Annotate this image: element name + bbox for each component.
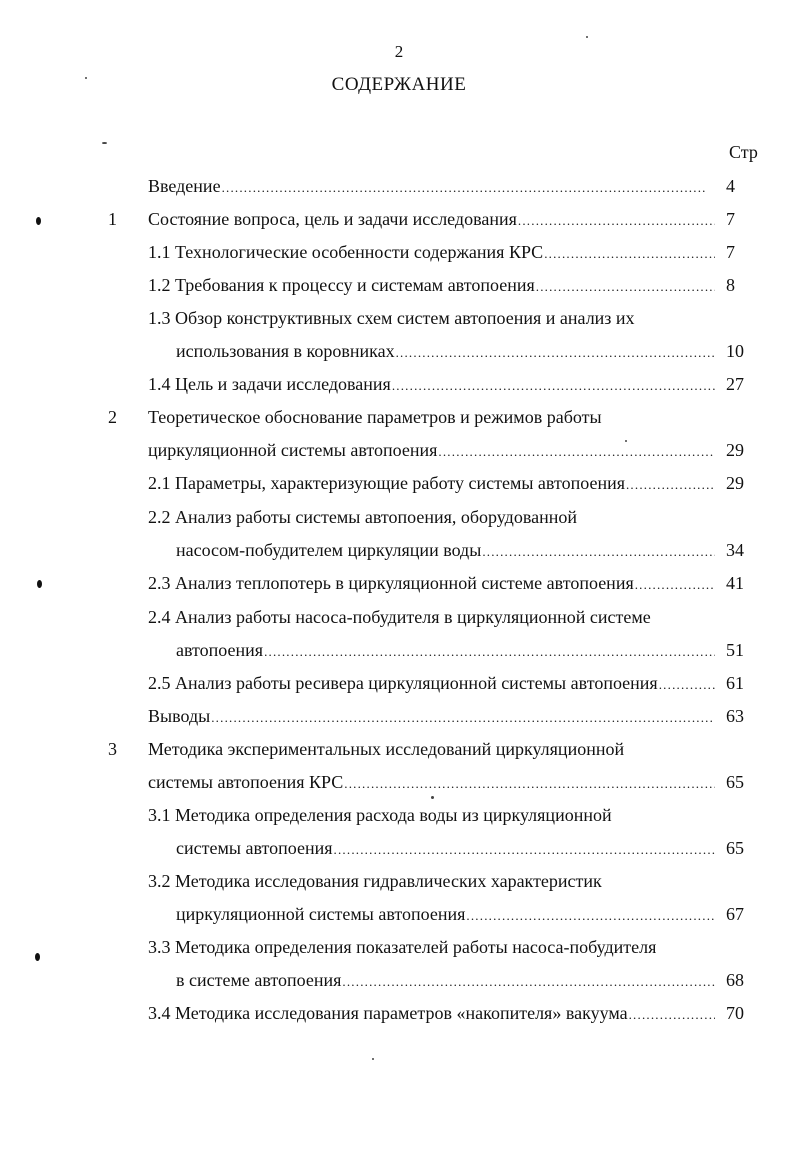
toc-entry-page: 41 xyxy=(726,573,744,593)
binding-hole-mark xyxy=(37,580,42,588)
toc-entry xyxy=(0,337,798,365)
toc-entry-page: 8 xyxy=(726,275,735,295)
toc-entry-page: 65 xyxy=(726,838,744,858)
toc-entry-title: 2.5 Анализ работы ресивера циркуляционной системы автопоения xyxy=(148,673,658,693)
toc-entry xyxy=(0,469,798,497)
toc-entry-title: 1.1 Технологические особенности содержания КРС xyxy=(148,242,544,262)
scan-speck xyxy=(85,77,87,79)
toc-entry xyxy=(0,702,798,730)
toc-entry-number: 2 xyxy=(108,407,117,427)
toc-entry-page: 29 xyxy=(726,440,744,460)
toc-leader-dots xyxy=(438,438,715,466)
toc-leader-dots xyxy=(334,836,715,864)
toc-entry-page: 34 xyxy=(726,540,744,560)
toc-leader-dots xyxy=(466,902,715,930)
toc-entry xyxy=(0,834,798,862)
toc-entry-page: 65 xyxy=(726,772,744,792)
toc-entry xyxy=(0,238,798,266)
toc-entry-title: использования в коровниках xyxy=(176,341,395,361)
toc-entry-title: 2.3 Анализ теплопотерь в циркуляционной системе автопоения xyxy=(148,573,634,593)
toc-entry-page: 63 xyxy=(726,706,744,726)
toc-entry-page: 7 xyxy=(726,209,735,229)
toc-entry-page: 27 xyxy=(726,374,744,394)
toc-leader-dots xyxy=(536,273,715,301)
toc-entry xyxy=(0,503,798,531)
toc-entry-number: 1 xyxy=(108,209,117,229)
page-title: СОДЕРЖАНИЕ xyxy=(331,74,467,95)
page-column-header: Стр xyxy=(729,142,758,162)
toc-entry-page: 68 xyxy=(726,970,744,990)
toc-entry xyxy=(0,999,798,1027)
toc-leader-dots xyxy=(264,638,715,666)
toc-leader-dots xyxy=(659,671,715,699)
toc-leader-dots xyxy=(482,538,715,566)
toc-entry xyxy=(0,603,798,631)
toc-entry-title: 3.4 Методика исследования параметров «накопителя» вакуума xyxy=(148,1003,628,1023)
toc-entry xyxy=(0,271,798,299)
toc-entry-page: 7 xyxy=(726,242,735,262)
toc-entry-title: системы автопоения КРС xyxy=(148,772,344,792)
toc-entry-page: 29 xyxy=(726,473,744,493)
toc-entry xyxy=(0,735,798,763)
binding-hole-mark xyxy=(35,953,40,961)
toc-entry xyxy=(0,966,798,994)
toc-entry xyxy=(0,536,798,564)
scan-speck xyxy=(586,36,588,38)
toc-leader-dots xyxy=(342,968,715,996)
toc-entry xyxy=(0,304,798,332)
toc-entry-page: 4 xyxy=(726,176,735,196)
toc-entry-title: 1.3 Обзор конструктивных схем систем автопоения и анализ их xyxy=(148,308,635,328)
toc-leader-dots xyxy=(211,704,715,732)
toc-leader-dots xyxy=(222,174,706,202)
toc-entry-page: 10 xyxy=(726,341,744,361)
toc-entry-title: Состояние вопроса, цель и задачи исследования xyxy=(148,209,517,229)
page-number: 2 xyxy=(394,42,404,61)
binding-hole-mark xyxy=(36,217,41,225)
toc-entry-page: 67 xyxy=(726,904,744,924)
toc-entry-title: в системе автопоения xyxy=(176,970,342,990)
toc-entry-page: 61 xyxy=(726,673,744,693)
toc-entry-title: Методика экспериментальных исследований циркуляционной xyxy=(148,739,625,759)
toc-entry-title: Выводы xyxy=(148,706,211,726)
toc-entry xyxy=(0,569,798,597)
toc-entry-title: Введение xyxy=(148,176,221,196)
toc-entry-title: 3.2 Методика исследования гидравлических характеристик xyxy=(148,871,602,891)
toc-entry-title: циркуляционной системы автопоения xyxy=(176,904,466,924)
toc-entry xyxy=(0,768,798,796)
toc-entry-number: 3 xyxy=(108,739,117,759)
toc-entry xyxy=(0,669,798,697)
toc-leader-dots xyxy=(518,207,715,235)
toc-entry-title: 3.1 Методика определения расхода воды из циркуляционной xyxy=(148,805,612,825)
toc-leader-dots xyxy=(544,240,715,268)
toc-entry-title: 1.4 Цель и задачи исследования xyxy=(148,374,391,394)
toc-entry xyxy=(0,900,798,928)
scan-speck xyxy=(102,142,107,144)
scan-speck xyxy=(372,1058,374,1060)
toc-entry-title: циркуляционной системы автопоения xyxy=(148,440,438,460)
toc-entry xyxy=(0,172,798,200)
toc-entry-title: системы автопоения xyxy=(176,838,333,858)
toc-entry-title: 2.1 Параметры, характеризующие работу системы автопоения xyxy=(148,473,625,493)
toc-entry-title: 2.4 Анализ работы насоса-побудителя в циркуляционной системе xyxy=(148,607,651,627)
scan-speck xyxy=(431,796,434,799)
toc-entry-page: 70 xyxy=(726,1003,744,1023)
toc-entry xyxy=(0,370,798,398)
toc-entry xyxy=(0,436,798,464)
toc-leader-dots xyxy=(344,770,715,798)
toc-entry xyxy=(0,801,798,829)
toc-entry xyxy=(0,636,798,664)
toc-entry-page: 51 xyxy=(726,640,744,660)
toc-leader-dots xyxy=(635,571,715,599)
toc-leader-dots xyxy=(392,372,715,400)
toc-entry-title: Теоретическое обоснование параметров и режимов работы xyxy=(148,407,602,427)
toc-entry-title: автопоения xyxy=(176,640,264,660)
toc-entry-title: насосом-побудителем циркуляции воды xyxy=(176,540,482,560)
toc-entry-title: 3.3 Методика определения показателей работы насоса-побудителя xyxy=(148,937,657,957)
toc-entry xyxy=(0,205,798,233)
toc-entry xyxy=(0,933,798,961)
toc-leader-dots xyxy=(396,339,715,367)
toc-leader-dots xyxy=(626,471,715,499)
toc-entry xyxy=(0,867,798,895)
toc-entry-title: 2.2 Анализ работы системы автопоения, оборудованной xyxy=(148,507,577,527)
toc-entry xyxy=(0,403,798,431)
toc-entry-title: 1.2 Требования к процессу и системам автопоения xyxy=(148,275,535,295)
scan-speck xyxy=(625,440,627,442)
toc-leader-dots xyxy=(629,1001,715,1029)
